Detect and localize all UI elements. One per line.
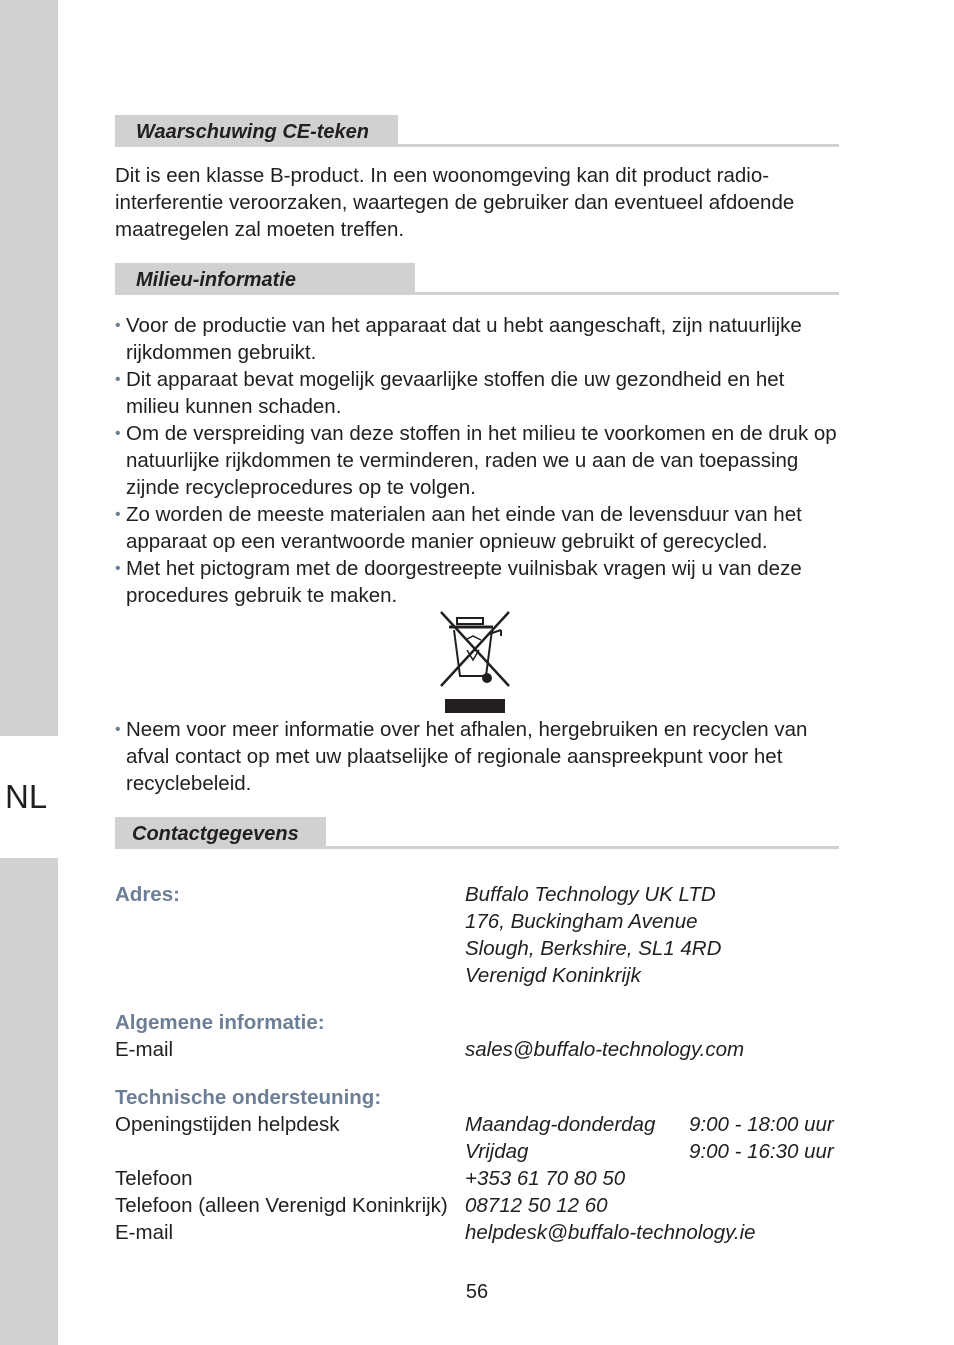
phone-label: Telefoon (115, 1167, 193, 1190)
section-header-rule (115, 292, 839, 295)
list-item-text: Met het pictogram met de doorgestreepte vuilnisbak vragen wij u van deze procedures gebruik te maken. (126, 557, 802, 607)
language-tab: NL (0, 736, 58, 858)
crossed-out-wheelie-bin-icon (437, 610, 513, 714)
address-line: 176, Buckingham Avenue (465, 910, 698, 933)
section-header-ce (115, 115, 839, 147)
bullet-dot-icon: • (115, 371, 121, 388)
bullet-dot-icon: • (115, 721, 121, 738)
milieu-bullet-list-after (115, 716, 839, 797)
list-item-text: Voor de productie van het apparaat dat u hebt aangeschaft, zijn natuurlijke rijkdommen gebruikt. (126, 314, 802, 364)
section-header-milieu (115, 263, 839, 295)
sidebar-band-bottom (0, 858, 58, 1345)
bullet-dot-icon: • (115, 425, 121, 442)
list-item (115, 366, 839, 420)
bullet-dot-icon: • (115, 317, 121, 334)
support-label: Technische ondersteuning: (115, 1086, 382, 1109)
list-item (115, 420, 839, 501)
hours-time: 9:00 - 16:30 uur (689, 1140, 834, 1163)
list-item-text: Neem voor meer informatie over het afhalen, hergebruiken en recyclen van afval contact op met uw plaatselijke of regionale aanspreekpunt voor het recyclebeleid. (126, 718, 808, 795)
phone-number: +353 61 70 80 50 (465, 1167, 626, 1190)
list-item (115, 312, 839, 366)
hours-days: Vrijdag (465, 1140, 529, 1163)
section-title-ce: Waarschuwing CE-teken (136, 121, 370, 143)
general-email-link[interactable]: sales@buffalo-technology.com (465, 1038, 745, 1061)
list-item-text: Om de verspreiding van deze stoffen in het milieu te voorkomen en de druk op natuurlijke rijkdommen te verminderen, raden we u aan de van toepassing zijnde recycleprocedures op te volgen. (126, 422, 837, 499)
hours-label: Openingstijden helpdesk (115, 1113, 340, 1136)
bullet-dot-icon: • (115, 506, 121, 523)
hours-time: 9:00 - 18:00 uur (689, 1113, 834, 1136)
milieu-bullet-list (115, 312, 839, 609)
section-header-contact (115, 817, 839, 849)
bullet-dot-icon: • (115, 560, 121, 577)
phone-uk-label: Telefoon (alleen Verenigd Koninkrijk) (115, 1194, 448, 1217)
address-line: Verenigd Koninkrijk (465, 964, 641, 987)
address-line: Slough, Berkshire, SL1 4RD (465, 937, 722, 960)
phone-uk-number: 08712 50 12 60 (465, 1194, 608, 1217)
address-label: Adres: (115, 883, 180, 906)
hours-days: Maandag-donderdag (465, 1113, 656, 1136)
list-item-text: Dit apparaat bevat mogelijk gevaarlijke stoffen die uw gezondheid en het milieu kunnen schaden. (126, 368, 785, 418)
section-header-rule (115, 144, 839, 147)
section-title-milieu: Milieu-informatie (136, 269, 297, 291)
page-number: 56 (465, 1281, 489, 1303)
general-email-label: E-mail (115, 1038, 174, 1061)
sidebar-band-top (0, 0, 58, 736)
section-title-contact: Contactgegevens (132, 823, 299, 845)
list-item-text: Zo worden de meeste materialen aan het einde van de levensduur van het apparaat op een verantwoorde manier opnieuw gebruikt of gerecycled. (126, 503, 802, 553)
support-email-link[interactable]: helpdesk@buffalo-technology.ie (465, 1221, 756, 1244)
address-line: Buffalo Technology UK LTD (465, 883, 716, 906)
list-item (115, 555, 839, 609)
ce-paragraph: Dit is een klasse B-product. In een woonomgeving kan dit product radio-interferentie veroorzaken, waartegen de gebruiker dan eventueel afdoende maatregelen zal moeten treffen. (115, 164, 795, 241)
list-item (115, 716, 839, 797)
general-info-label: Algemene informatie: (115, 1011, 325, 1034)
support-email-label: E-mail (115, 1221, 174, 1244)
list-item (115, 501, 839, 555)
section-header-rule (115, 846, 839, 849)
